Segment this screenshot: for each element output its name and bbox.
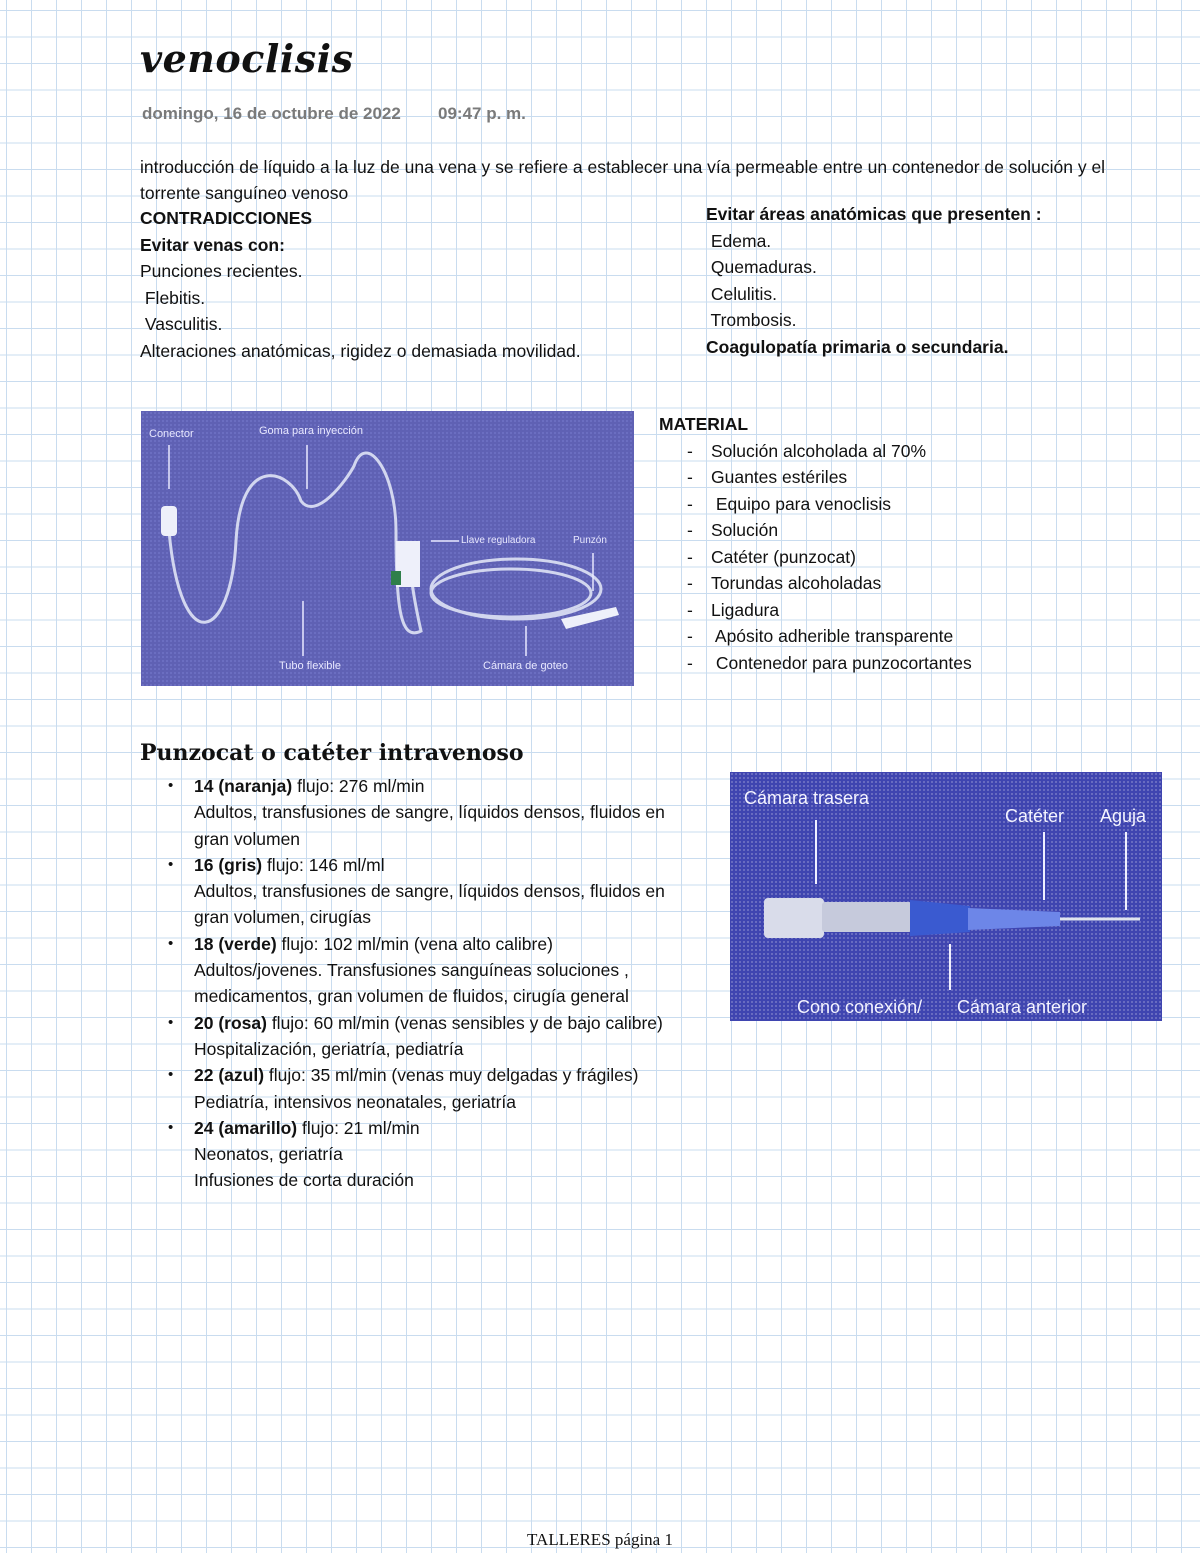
conector-shape: [161, 506, 177, 536]
catheter-item: [140, 1062, 674, 1115]
label-tubo: Tubo flexible: [279, 660, 341, 672]
material-item: - Guantes estériles: [659, 464, 972, 491]
bullet-marker: •: [168, 855, 174, 873]
dash-marker: -: [687, 440, 693, 461]
catheter-item: [140, 931, 674, 1010]
catheter-details: Pediatría, intensivos neonatales, geriatría: [194, 1091, 516, 1112]
catheter-item: [140, 1115, 674, 1194]
label-punzon: Punzón: [573, 535, 607, 546]
dash-marker: -: [687, 652, 693, 673]
label-aguja: Aguja: [1100, 806, 1147, 826]
material-item: - Solución alcoholada al 70%: [659, 438, 972, 465]
material-item: - Apósito adherible transparente: [659, 623, 972, 650]
contradiccion-item: Vasculitis.: [140, 314, 223, 334]
cateter-illustration: [730, 772, 1162, 1021]
area-item: Celulitis.: [706, 283, 777, 304]
page-footer: TALLERES página 1: [527, 1530, 673, 1549]
dash-marker: -: [687, 467, 693, 487]
material-item: - Solución: [659, 517, 972, 544]
label-camara-goteo: Cámara de goteo: [483, 660, 568, 672]
page-date: domingo, 16 de octubre de 2022: [142, 104, 401, 123]
label-conector: Conector: [149, 428, 194, 440]
intro-paragraph: introducción de líquido a la luz de una vena y se refiere a establecer una vía permeable entre un contenedor de solución y el torrente sanguíneo venoso: [140, 157, 1106, 203]
material-heading: MATERIAL: [659, 414, 749, 434]
equipo-venoclisis-photo: [141, 411, 634, 686]
bullet-marker: •: [168, 1066, 174, 1084]
contradiccion-item: Flebitis.: [140, 287, 206, 308]
dash-marker: -: [687, 573, 693, 593]
dash-marker: -: [687, 493, 693, 514]
material-item: - Torundas alcoholadas: [659, 570, 972, 597]
material-item: - Equipo para venoclisis: [659, 491, 972, 518]
dash-marker: -: [687, 520, 693, 540]
area-item-last: Coagulopatía primaria o secundaria.: [706, 336, 1009, 357]
label-llave: Llave reguladora: [461, 535, 536, 546]
gauge-label: 18 (verde): [194, 933, 277, 954]
dash-marker: -: [687, 626, 693, 646]
areas-heading: Evitar áreas anatómicas que presenten :: [706, 204, 1042, 224]
catheter-details: Infusiones de corta duración: [194, 1170, 414, 1191]
bullet-marker: •: [168, 1118, 174, 1136]
gauge-label: 20 (rosa): [194, 1012, 267, 1033]
page-time: 09:47 p. m.: [438, 104, 526, 123]
catheter-details: Hospitalización, geriatría, pediatría: [194, 1038, 464, 1059]
flow-label: flujo: 35 ml/min (venas muy delgadas y frágiles): [264, 1065, 639, 1086]
catheter-item: [140, 852, 674, 931]
punzocat-heading: Punzocat o catéter intravenoso: [140, 740, 524, 766]
flow-label: flujo: 276 ml/min: [292, 776, 425, 796]
bullet-marker: •: [168, 934, 174, 952]
dash-marker: -: [687, 546, 693, 567]
contradiccion-item: Alteraciones anatómicas, rigidez o demasiada movilidad.: [140, 340, 581, 361]
material-section: [659, 411, 972, 676]
contradiccion-item: Punciones recientes.: [140, 261, 303, 281]
flow-label: flujo: 60 ml/min (venas sensibles y de bajo calibre): [266, 1012, 663, 1033]
area-item: Trombosis.: [706, 310, 797, 330]
label-cateter: Catéter: [1005, 806, 1065, 826]
gauge-label: 24 (amarillo): [194, 1117, 298, 1138]
material-item: - Catéter (punzocat): [659, 544, 972, 571]
material-list: [659, 438, 972, 677]
flow-label: flujo: 21 ml/min: [297, 1117, 420, 1138]
hub-shape: [764, 898, 824, 938]
contradicciones-heading: CONTRADICCIONES: [140, 208, 313, 228]
equipo-illustration: [141, 411, 634, 686]
catheter-details: Adultos/jovenes. Transfusiones sanguíneas soluciones , medicamentos, gran volumen de fluidos, cirugía general: [194, 960, 629, 1007]
material-item: - Ligadura: [659, 597, 972, 624]
punzocat-list: [140, 773, 674, 1194]
catheter-details: Adultos, transfusiones de sangre, líquidos densos, fluidos en gran volumen, cirugías: [194, 881, 665, 928]
label-camara-trasera: Cámara trasera: [744, 788, 870, 808]
label-camara-anterior: Cámara anterior: [957, 997, 1088, 1017]
catheter-item: [140, 1010, 674, 1063]
cateter-photo: [730, 772, 1162, 1021]
dash-marker: -: [687, 599, 693, 620]
bullet-marker: •: [168, 1013, 174, 1031]
bullet-marker: •: [168, 777, 174, 794]
gauge-label: 16 (gris): [194, 854, 263, 875]
label-goma: Goma para inyección: [259, 425, 363, 437]
catheter-item: [140, 773, 674, 852]
area-item: Edema.: [706, 230, 772, 251]
contradicciones-subheading: Evitar venas con:: [140, 234, 285, 255]
catheter-details: Adultos, transfusiones de sangre, líquidos densos, fluidos en gran volumen: [194, 802, 665, 849]
catheter-details: Neonatos, geriatría: [194, 1144, 343, 1165]
areas-section: [706, 201, 1042, 360]
flow-label: flujo: 146 ml/ml: [262, 854, 385, 875]
page-title: venoclisis: [140, 36, 354, 81]
material-item: - Contenedor para punzocortantes: [659, 650, 972, 677]
gauge-label: 14 (naranja): [194, 776, 293, 796]
area-item: Quemaduras.: [706, 257, 817, 277]
flow-label: flujo: 102 ml/min (vena alto calibre): [276, 933, 553, 954]
contradicciones-section: [140, 205, 581, 364]
label-cono-conexion: Cono conexión/: [797, 997, 923, 1017]
gauge-label: 22 (azul): [194, 1065, 265, 1086]
